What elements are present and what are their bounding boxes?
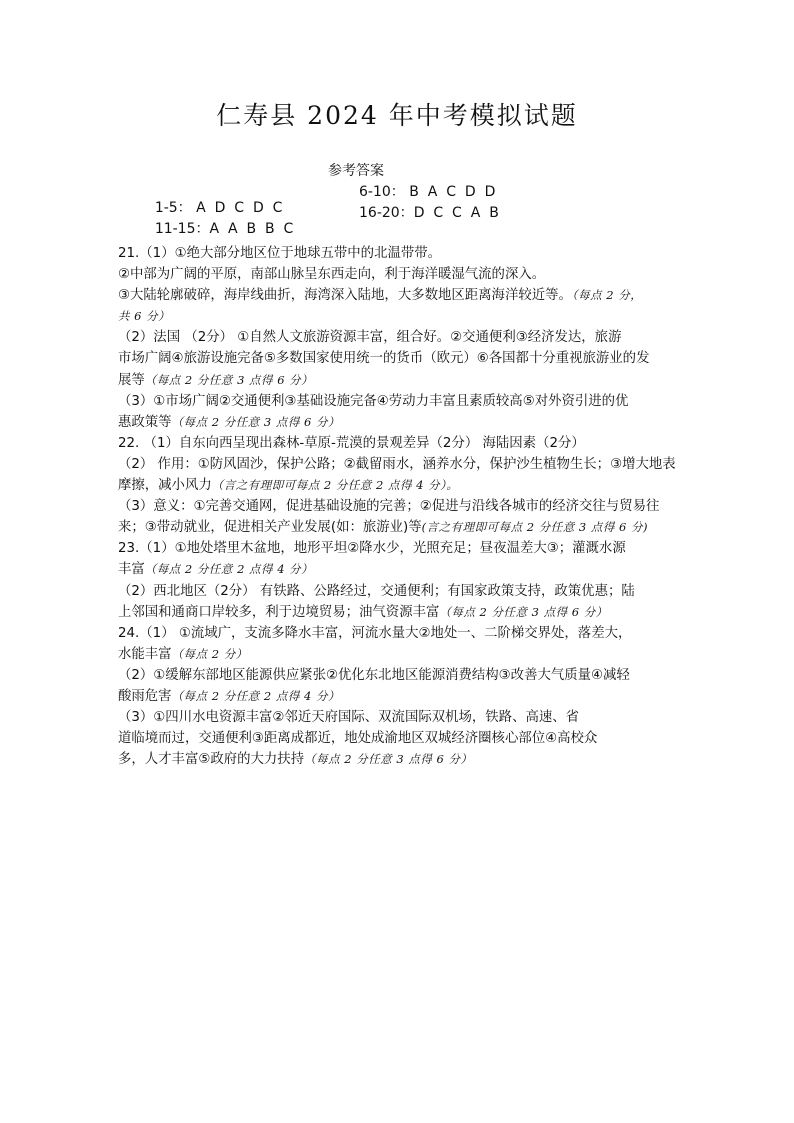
text-line: [118, 496, 678, 517]
scoring-note: （每点 2 分任意 3 点得 6 分）: [144, 372, 314, 387]
text-line: [118, 306, 678, 327]
answer-values: D C C A B: [413, 205, 499, 221]
text-line: [118, 538, 678, 559]
line-text: （3）意义：①完善交通网，促进基础设施的完善；②促进与沿线各城市的经济交往与贸易往: [118, 499, 660, 515]
answer-range-label: 1-5：: [154, 200, 192, 216]
answer-group-16-20: [359, 202, 499, 222]
text-line: [118, 686, 678, 707]
answer-range-label: 16-20：: [359, 205, 414, 221]
line-text: 酸雨危害: [118, 688, 172, 704]
text-line: [118, 370, 678, 391]
line-text: 惠政策等: [118, 414, 172, 430]
scoring-note: （每点 2 分任意 2 点得 4 分）: [144, 562, 314, 577]
text-line: [118, 454, 678, 475]
line-text: 上邻国和通商口岸较多，利于边境贸易；油气资源丰富: [118, 604, 440, 620]
text-line: [118, 665, 678, 686]
line-text: （3）①市场广阔②交通便利③基础设施完备④劳动力丰富且素质较高⑤对外资引进的优: [118, 393, 629, 409]
line-text: 道临境而过，交通便利③距离成都近，地处成渝地区双城经济圈核心部位④高校众: [118, 731, 598, 747]
line-text: （2）西北地区（2分） 有铁路、公路经过，交通便利；有国家政策支持，政策优惠；陆: [118, 583, 635, 599]
text-line: [118, 475, 678, 496]
scoring-note: （每点 2 分任意 3 点得 6 分）: [304, 752, 473, 767]
line-text: 23.（1）①地处塔里木盆地，地形平坦②降水少，光照充足；昼夜温差大③；灌溉水源: [118, 541, 626, 557]
line-text: 展等: [118, 372, 145, 388]
text-line: [118, 433, 678, 454]
answer-explanations: [118, 243, 678, 770]
line-text: 21.（1）①绝大部分地区位于地球五带中的北温带带。: [118, 246, 442, 261]
scoring-note: （每点 2 分任意 3 点得 6 分）: [439, 604, 608, 619]
answer-group-6-10: [359, 181, 495, 201]
text-line: [118, 327, 678, 348]
text-line: [118, 644, 678, 665]
scoring-note: （每点 2 分任意 3 点得 6 分）: [171, 414, 340, 429]
text-line: [118, 559, 678, 580]
text-line: [118, 517, 678, 538]
line-text: 水能丰富: [118, 646, 172, 662]
scoring-note: （每点 2 分，: [571, 288, 643, 303]
text-line: [118, 348, 678, 369]
line-text: 丰富: [118, 562, 145, 578]
scoring-note: 共 6 分）: [118, 309, 171, 324]
answer-values: B A C D D: [409, 184, 496, 200]
page-title: 仁寿县 2024 年中考模拟试题: [216, 101, 578, 130]
answer-values: A D C D C: [196, 200, 283, 216]
scoring-note: （每点 2 分任意 2 点得 4 分）: [171, 688, 340, 703]
text-line: [118, 285, 678, 306]
scoring-note: （每点 2 分）: [171, 646, 248, 661]
text-line: [118, 728, 678, 749]
text-line: [118, 243, 678, 264]
text-line: [118, 412, 678, 433]
answer-key-heading: 参考答案: [328, 163, 384, 179]
text-line: [118, 264, 678, 285]
line-text: 市场广阔④旅游设施完备⑤多数国家使用统一的货币（欧元）⑥各国都十分重视旅游业的发: [118, 351, 650, 367]
text-line: [118, 581, 678, 602]
line-text: （2）法国 （2分） ①自然人文旅游资源丰富，组合好。②交通便利③经济发达，旅游: [118, 330, 622, 346]
text-line: [118, 707, 678, 728]
line-text: 摩擦，减小风力: [118, 478, 212, 494]
answer-group-11-15: [155, 218, 293, 238]
line-text: 22. （1）自东向西呈现出森林-草原-荒漠的景观差异（2分） 海陆因素（2分）: [118, 435, 585, 451]
text-line: [118, 391, 678, 412]
line-text: 多，人才丰富⑤政府的大力扶持: [118, 752, 305, 768]
line-text: ③大陆轮廓破碎，海岸线曲折，海湾深入陆地，大多数地区距离海洋较近等。: [118, 288, 572, 304]
text-line: [118, 602, 678, 623]
answer-range-label: 11-15：: [154, 221, 210, 237]
answer-values: A A B B C: [209, 221, 294, 237]
scoring-note: （言之有理即可每点 2 分任意 2 点得 4 分）。: [211, 478, 459, 493]
line-text: （2）①缓解东部地区能源供应紧张②优化东北地区能源消费结构③改善大气质量④减轻: [118, 667, 630, 683]
line-text: （2） 作用：①防风固沙，保护公路；②截留雨水，涵养水分，保护沙生植物生长；③增大地表: [118, 456, 676, 472]
line-text: ②中部为广阔的平原，南部山脉呈东西走向，利于海洋暖湿气流的深入。: [118, 267, 546, 283]
answer-range-label: 6-10：: [359, 184, 405, 200]
line-text: 来；③带动就业，促进相关产业发展(如：旅游业)等: [118, 520, 422, 536]
scoring-note: (言之有理即可每点 2 分任意 3 点得 6 分): [421, 520, 649, 535]
text-line: [118, 749, 678, 770]
line-text: 24.（1） ①流域广，支流多降水丰富，河流水量大②地处一、二阶梯交界处，落差大，: [118, 625, 632, 641]
line-text: （3）①四川水电资源丰富②邻近天府国际、双流国际双机场，铁路、高速、省: [118, 710, 580, 726]
text-line: [118, 623, 678, 644]
